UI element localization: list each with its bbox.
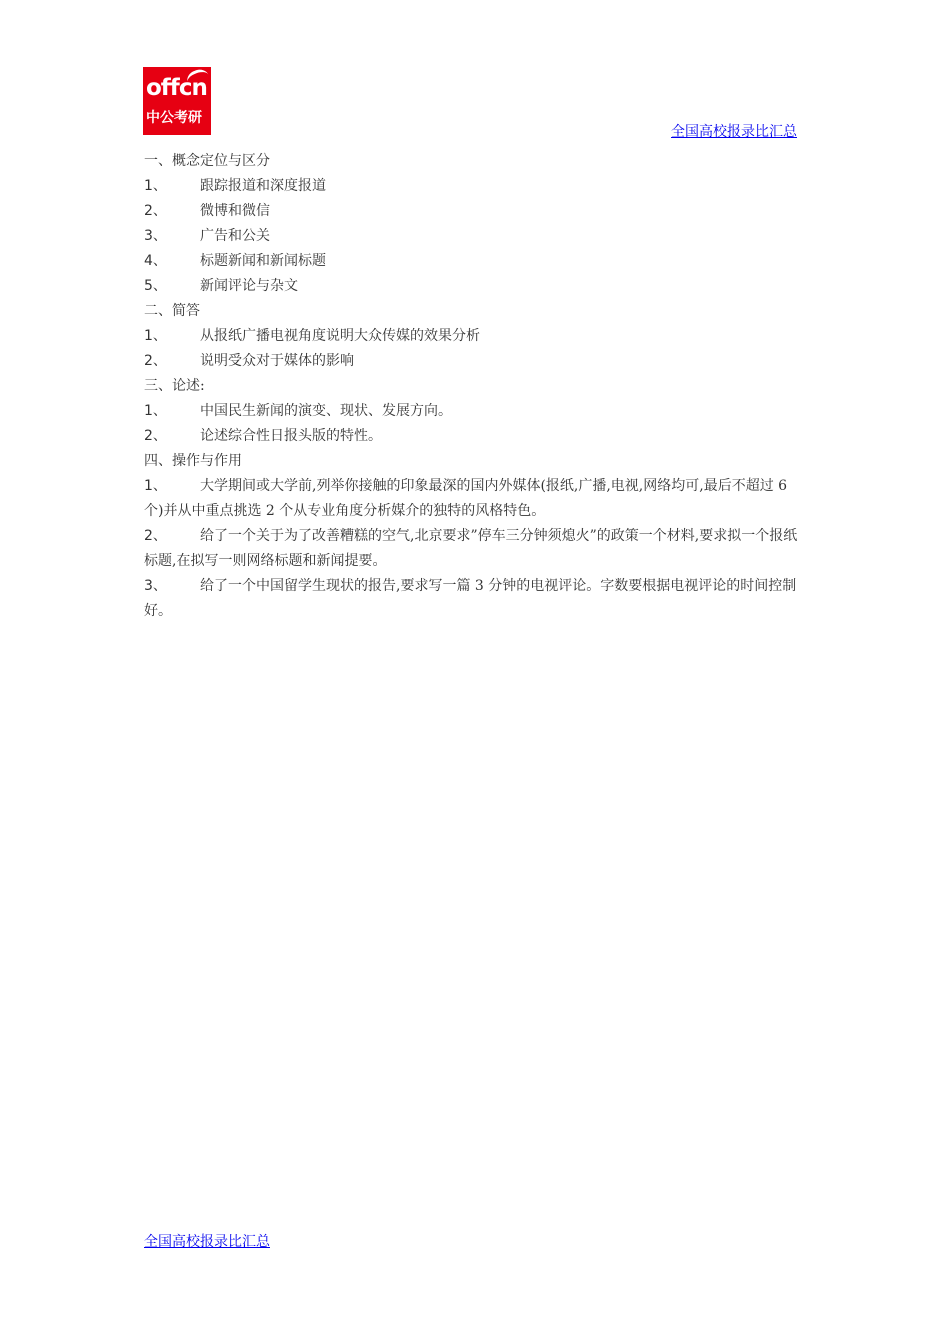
logo-brand-text: offcn [146, 75, 207, 101]
list-item: 2、 给了一个关于为了改善糟糕的空气,北京要求”停车三分钟须熄火”的政策一个材料,要求拟一个报纸标题,在拟写一则网络标题和新闻提要。 [144, 528, 798, 569]
list-item: 2、 说明受众对于媒体的影响 [144, 353, 354, 369]
offcn-logo [143, 67, 211, 135]
section-title: 一、概念定位与区分 [144, 153, 270, 169]
list-item: 5、 新闻评论与杂文 [144, 278, 298, 294]
list-item: 1、 从报纸广播电视角度说明大众传媒的效果分析 [144, 328, 480, 344]
list-item: 3、 广告和公关 [144, 228, 270, 244]
document-body [144, 149, 806, 624]
list-item: 2、 论述综合性日报头版的特性。 [144, 428, 382, 444]
list-item: 1、 跟踪报道和深度报道 [144, 178, 326, 194]
section-title: 三、论述: [144, 378, 205, 394]
section-title: 二、简答 [144, 303, 200, 319]
list-item: 1、 大学期间或大学前,列举你接触的印象最深的国内外媒体(报纸,广播,电视,网络均可,最后不超过 6 个)并从中重点挑选 2 个从专业角度分析媒介的独特的风格特色。 [144, 478, 788, 519]
footer-link[interactable]: 全国高校报录比汇总 [144, 1234, 270, 1250]
section-title: 四、操作与作用 [144, 453, 242, 469]
list-item: 4、 标题新闻和新闻标题 [144, 253, 326, 269]
logo-cn-text: 中公考研 [146, 110, 202, 126]
list-item: 3、 给了一个中国留学生现状的报告,要求写一篇 3 分钟的电视评论。字数要根据电视评论的时间控制好。 [144, 578, 797, 619]
list-item: 2、 微博和微信 [144, 203, 270, 219]
list-item: 1、 中国民生新闻的演变、现状、发展方向。 [144, 403, 452, 419]
header-link[interactable]: 全国高校报录比汇总 [671, 124, 797, 140]
